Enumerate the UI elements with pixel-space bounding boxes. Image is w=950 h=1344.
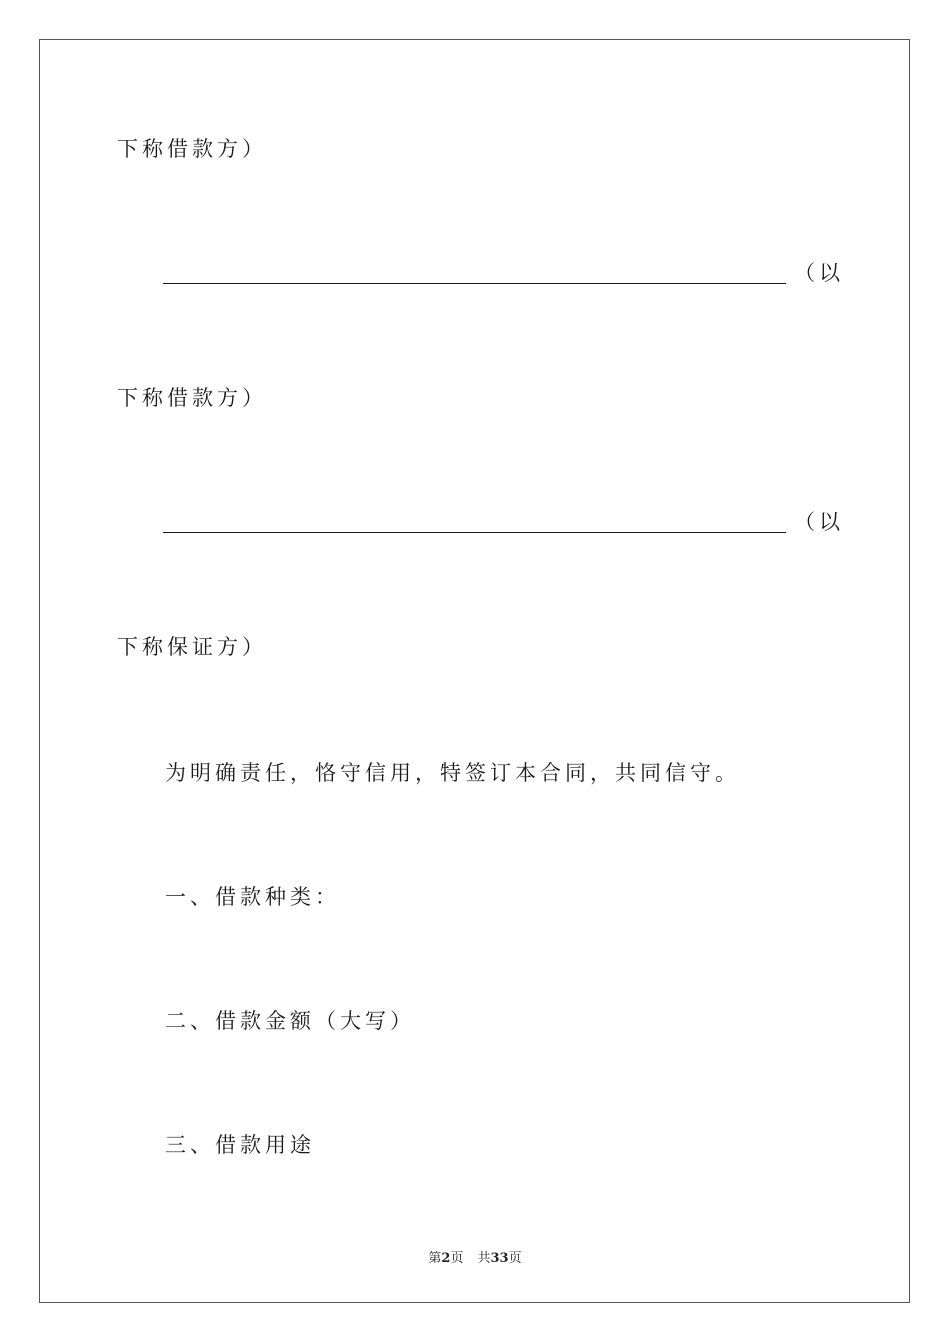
footer-page-number: 2 [441,1251,451,1266]
clause-3-heading: 三、借款用途 [165,1133,315,1157]
preamble-paragraph: 为明确责任，恪守信用，特签订本合同，共同信守。 [165,761,740,785]
footer-page-unit: 页 [450,1251,464,1266]
footer-total-pages: 33 [490,1251,509,1266]
footer-total-prefix: 共 [477,1251,491,1266]
footer-prefix: 第 [428,1251,442,1266]
blank-tail-1: （以 [794,261,844,285]
page-border [39,39,910,1303]
page-footer [0,1247,950,1266]
lender-label-line-2: 下称借款方） [117,386,267,410]
blank-tail-2: （以 [794,510,844,534]
blank-underline-1 [163,283,786,284]
clause-1-heading: 一、借款种类： [165,885,340,909]
blank-underline-2 [163,532,786,533]
clause-2-heading: 二、借款金额（大写） [165,1009,415,1033]
footer-total-unit: 页 [508,1251,522,1266]
lender-label-line: 下称借款方） [117,137,267,161]
guarantor-label-line: 下称保证方） [117,635,267,659]
